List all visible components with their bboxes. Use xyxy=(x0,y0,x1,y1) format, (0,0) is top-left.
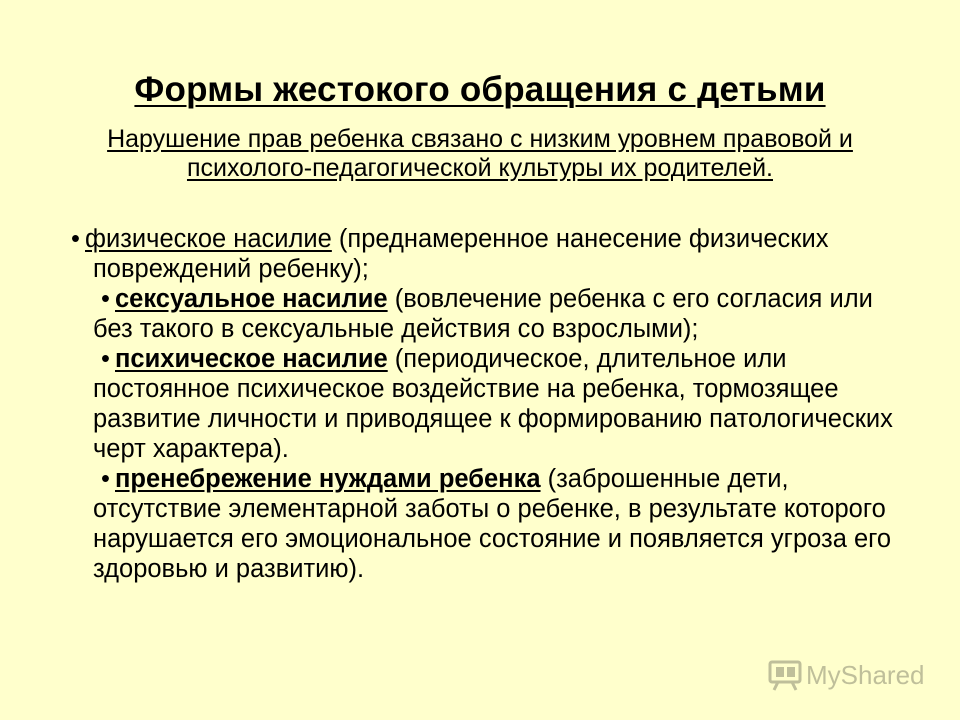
term-neglect: пренебрежение нуждами ребенка xyxy=(115,465,541,493)
list-item-sexual-abuse xyxy=(57,284,903,344)
list-item-neglect xyxy=(57,464,903,584)
watermark-text: MyShared xyxy=(806,660,925,690)
list-item-physical-abuse xyxy=(57,224,903,284)
description-psychological-abuse: (периодическое, длительное или постоянное психическое воздействие на ребенка, тормозящее развитие личности и приводящее к формированию патологических черт характера). xyxy=(93,345,893,463)
abuse-forms-list xyxy=(57,224,903,584)
slide-subtitle: Нарушение прав ребенка связано с низким уровнем правовой и психолого-педагогической культуры их родителей. xyxy=(107,125,853,182)
bullet-icon: • xyxy=(71,225,80,253)
term-psychological-abuse: психическое насилие xyxy=(115,345,388,373)
presentation-board-icon xyxy=(768,659,802,691)
list-item-psychological-abuse xyxy=(57,344,903,464)
term-physical-abuse: физическое насилие xyxy=(85,225,332,253)
term-sexual-abuse: сексуальное насилие xyxy=(115,285,388,313)
description-neglect: (заброшенные дети, отсутствие элементарной заботы о ребенке, в результате которого нарушается его эмоциональное состояние и появляется угроза его здоровью и развитию). xyxy=(93,465,892,583)
bullet-icon: • xyxy=(101,285,110,313)
slide-title: Формы жестокого обращения с детьми xyxy=(134,70,826,109)
bullet-icon: • xyxy=(101,345,110,373)
bullet-icon: • xyxy=(101,465,110,493)
description-physical-abuse: (преднамеренное нанесение физических повреждений ребенку); xyxy=(93,225,829,283)
description-sexual-abuse: (вовлечение ребенка с его согласия или без такого в сексуальные действия со взрослыми); xyxy=(93,285,873,343)
watermark xyxy=(768,657,928,693)
